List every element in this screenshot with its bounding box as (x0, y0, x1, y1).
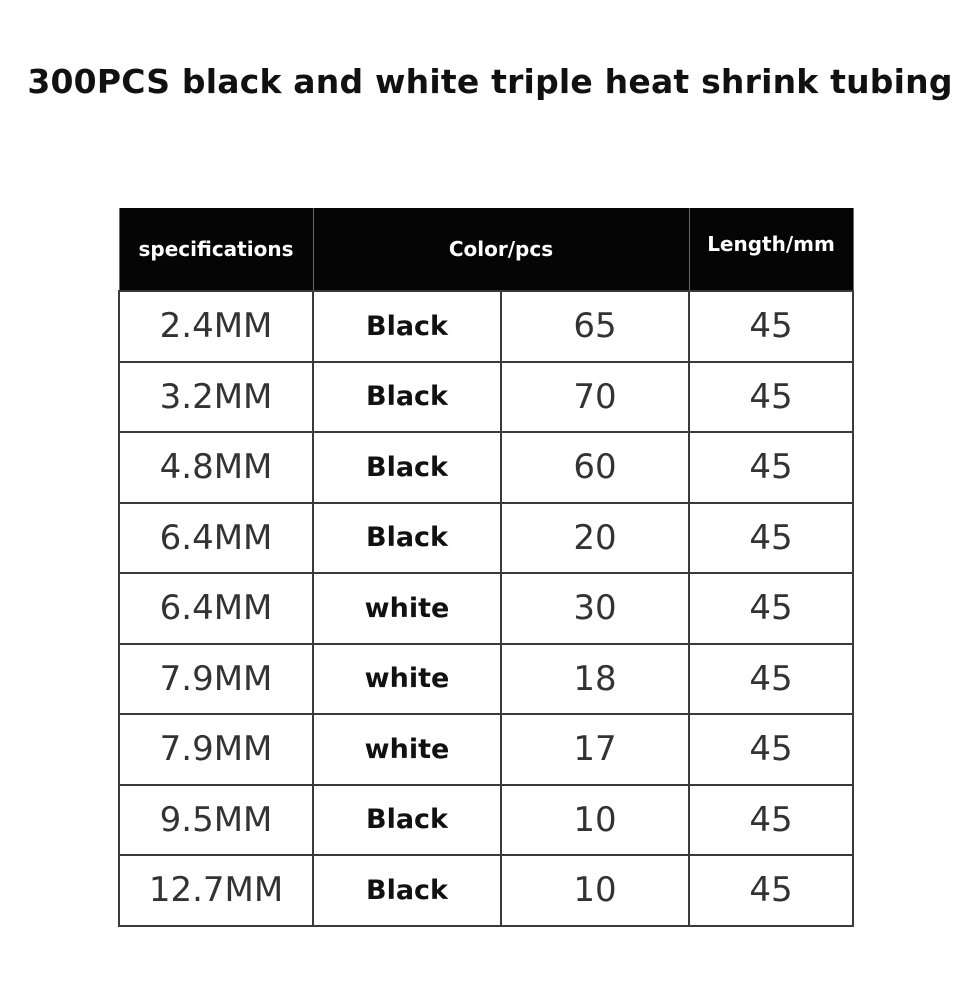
cell-pcs: 20 (501, 503, 689, 574)
cell-length: 45 (689, 432, 853, 503)
table-row (119, 714, 853, 785)
header-specifications: specifications (119, 208, 313, 291)
table-row (119, 291, 853, 362)
cell-pcs: 17 (501, 714, 689, 785)
cell-length: 45 (689, 644, 853, 715)
cell-spec: 7.9MM (119, 714, 313, 785)
cell-pcs: 10 (501, 855, 689, 926)
cell-color: Black (313, 362, 501, 433)
cell-spec: 2.4MM (119, 291, 313, 362)
header-color-pcs: Color/pcs (313, 208, 689, 291)
cell-color: white (313, 714, 501, 785)
cell-length: 45 (689, 855, 853, 926)
table-row (119, 644, 853, 715)
table-header-row (119, 208, 853, 291)
cell-pcs: 70 (501, 362, 689, 433)
cell-pcs: 60 (501, 432, 689, 503)
cell-pcs: 30 (501, 573, 689, 644)
cell-color: Black (313, 432, 501, 503)
cell-spec: 12.7MM (119, 855, 313, 926)
cell-color: Black (313, 291, 501, 362)
cell-spec: 3.2MM (119, 362, 313, 433)
table-body (119, 291, 853, 926)
cell-pcs: 65 (501, 291, 689, 362)
cell-length: 45 (689, 291, 853, 362)
cell-color: white (313, 644, 501, 715)
cell-spec: 4.8MM (119, 432, 313, 503)
cell-length: 45 (689, 503, 853, 574)
table-row (119, 503, 853, 574)
table-row (119, 432, 853, 503)
header-length: Length/mm (689, 208, 853, 291)
cell-length: 45 (689, 785, 853, 856)
cell-spec: 7.9MM (119, 644, 313, 715)
cell-color: Black (313, 855, 501, 926)
cell-spec: 6.4MM (119, 573, 313, 644)
cell-color: Black (313, 503, 501, 574)
cell-spec: 9.5MM (119, 785, 313, 856)
page-title: 300PCS black and white triple heat shrink tubing (27, 62, 953, 101)
cell-length: 45 (689, 362, 853, 433)
spec-table (118, 208, 854, 927)
table-row (119, 573, 853, 644)
cell-pcs: 10 (501, 785, 689, 856)
table-row (119, 362, 853, 433)
cell-color: Black (313, 785, 501, 856)
table-row (119, 855, 853, 926)
cell-pcs: 18 (501, 644, 689, 715)
cell-spec: 6.4MM (119, 503, 313, 574)
table-row (119, 785, 853, 856)
cell-length: 45 (689, 573, 853, 644)
cell-color: white (313, 573, 501, 644)
cell-length: 45 (689, 714, 853, 785)
